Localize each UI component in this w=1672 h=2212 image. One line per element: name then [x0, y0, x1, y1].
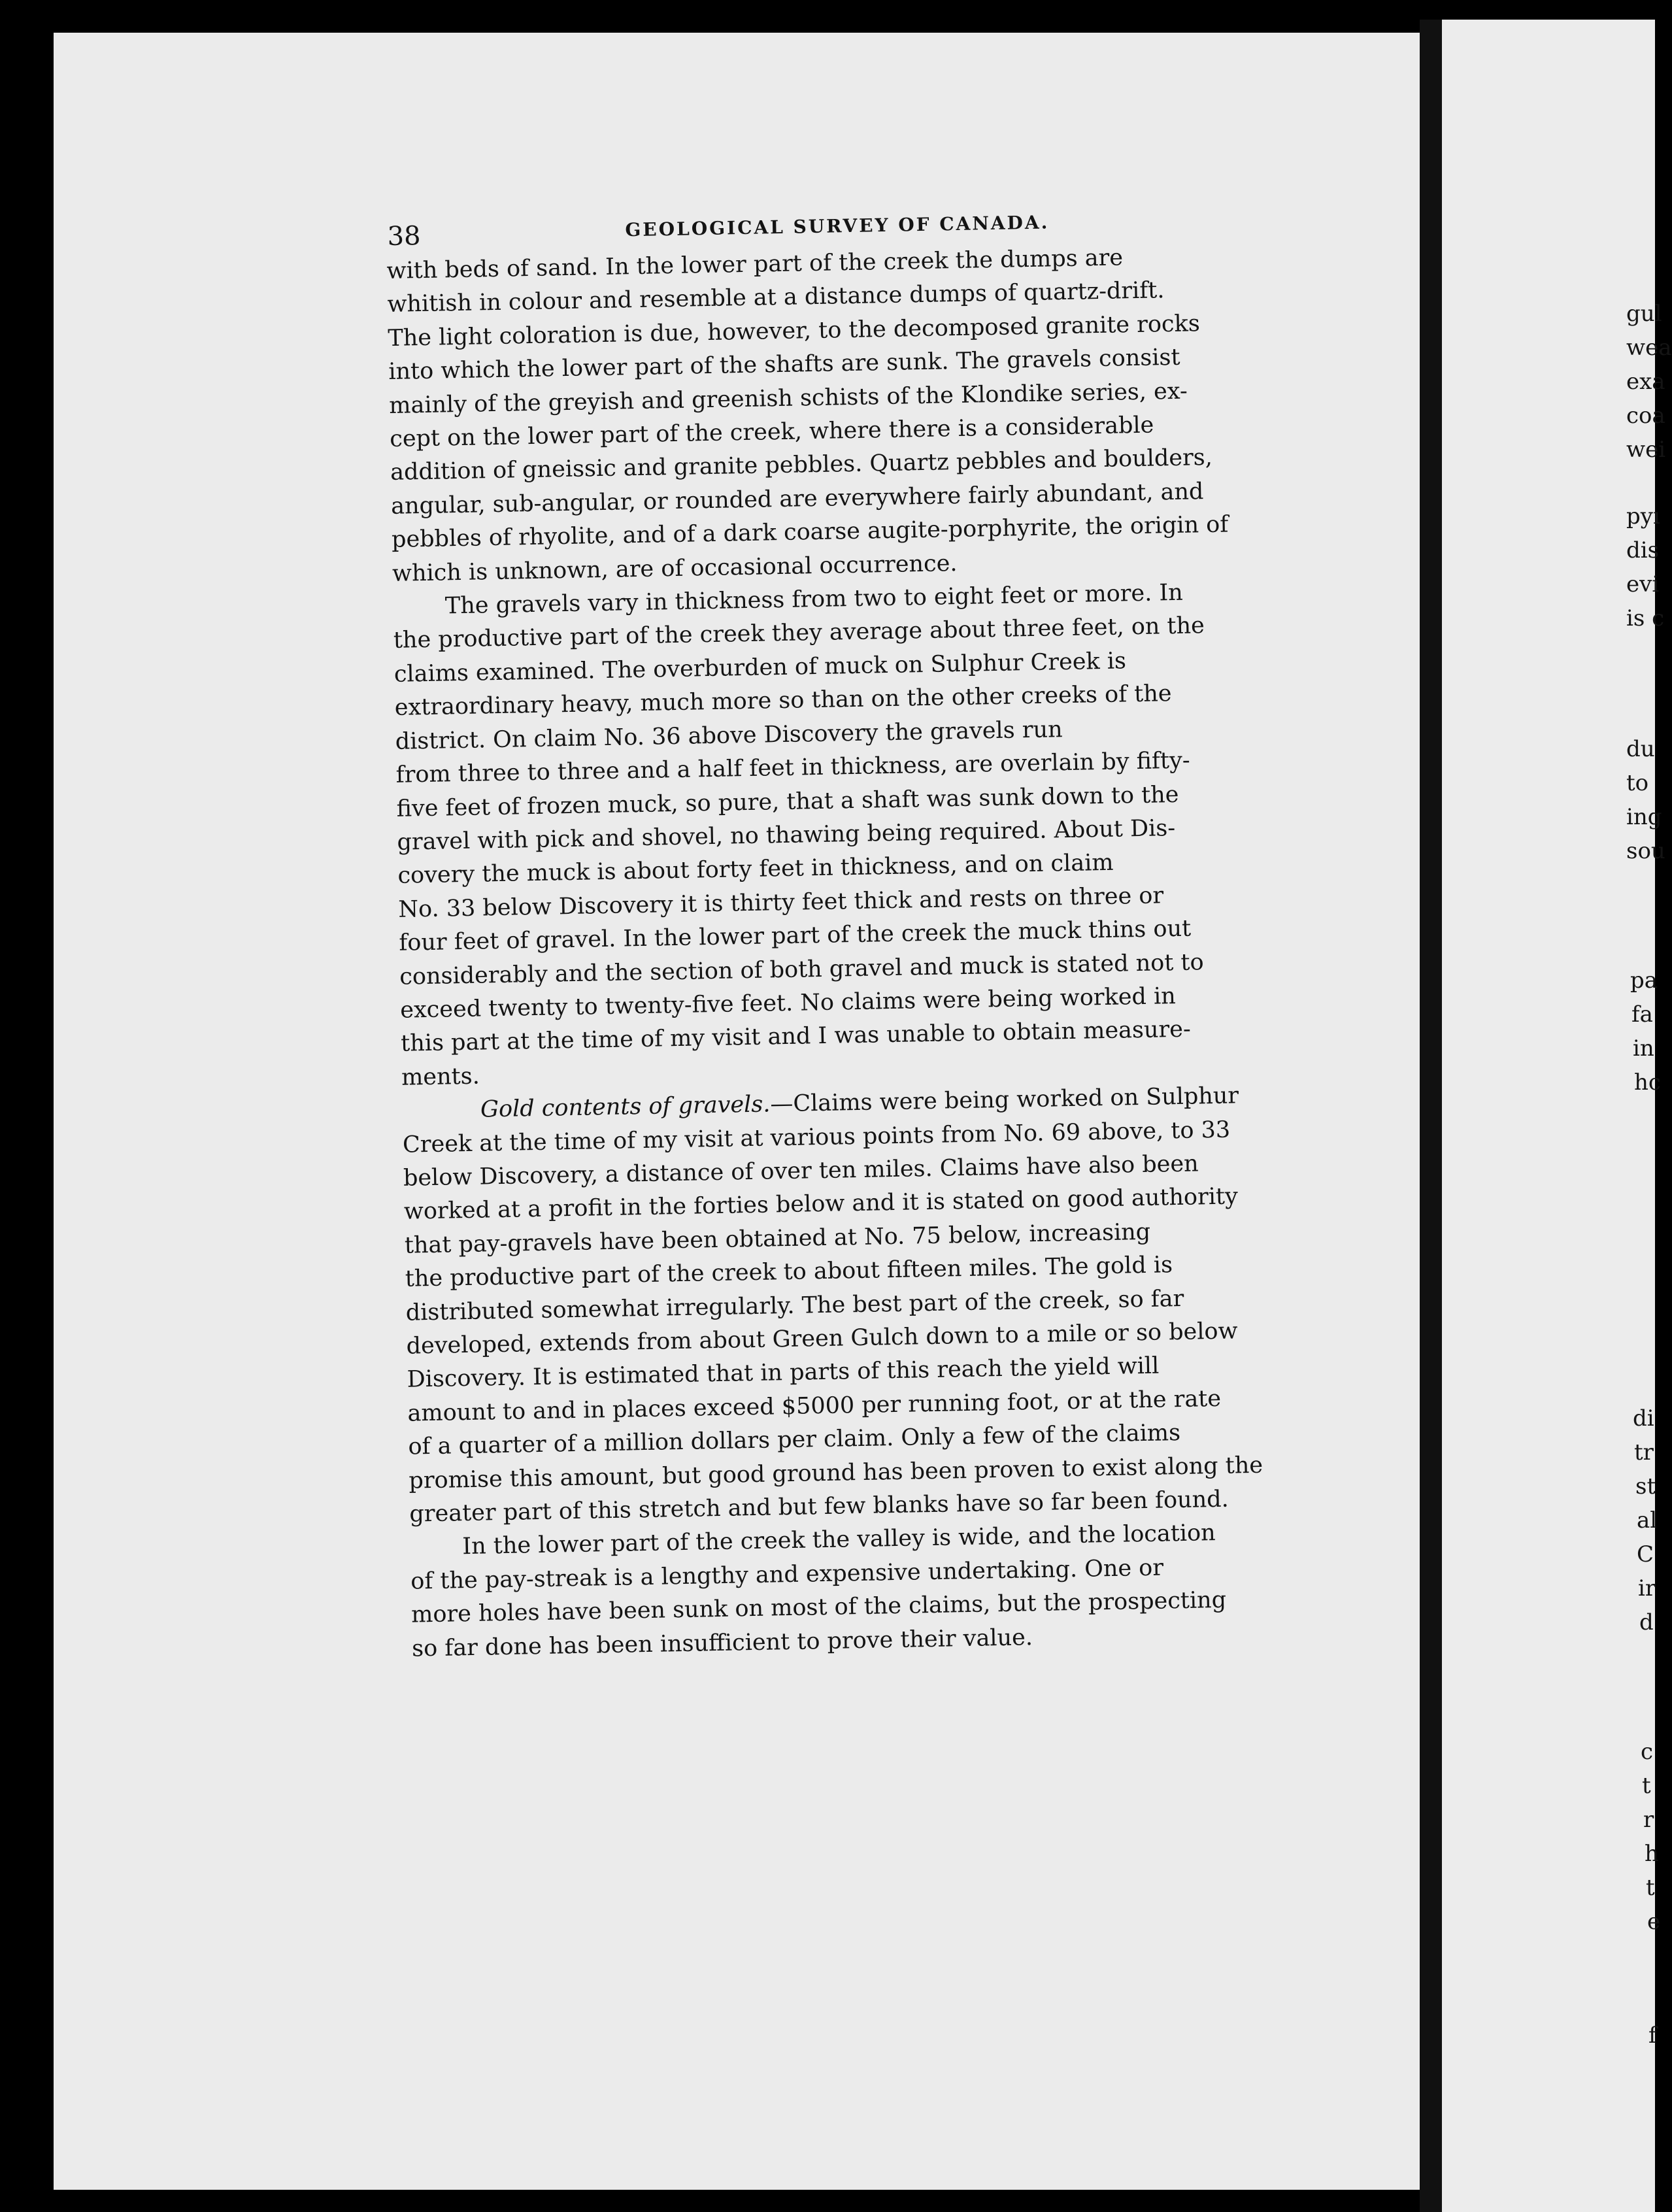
text-line: below Discovery, a distance of over ten miles. Claims have also been — [403, 1150, 1199, 1192]
text-line: of a quarter of a million dollars per claim. Only a few of the claims — [408, 1420, 1181, 1460]
facing-page-fragment: wea — [1626, 335, 1672, 361]
text-line: developed, extends from about Green Gulch down to a mile or so below — [406, 1318, 1238, 1360]
text-line: extraordinary heavy, much more so than on the other creeks of the — [394, 680, 1172, 722]
facing-page-fragment: al — [1637, 1507, 1658, 1533]
text-line: from three to three and a half feet in thickness, are overlain by fifty- — [395, 747, 1190, 788]
text-line: gravel with pick and shovel, no thawing being required. About Dis- — [397, 814, 1176, 856]
text-line: The light coloration is due, however, to the decomposed granite rocks — [388, 310, 1201, 352]
facing-page-fragment: pyı — [1626, 503, 1660, 529]
facing-page-fragment: tr — [1634, 1439, 1654, 1466]
text-line: which is unknown, are of occasional occurrence. — [392, 550, 958, 587]
text-line: this part at the time of my visit and I was unable to obtain measure- — [400, 1016, 1192, 1058]
text-line: angular, sub-angular, or rounded are everywhere fairly abundant, and — [390, 478, 1204, 520]
text-line: cept on the lower part of the creek, where there is a considerable — [389, 412, 1154, 452]
left-page-text — [386, 199, 1327, 1666]
text-line: district. On claim No. 36 above Discovery the gravels run — [395, 716, 1063, 755]
text-line: five feet of frozen muck, so pure, that a shaft was sunk down to the — [396, 781, 1179, 822]
facing-page-fragment: di — [1633, 1405, 1654, 1432]
facing-page-fragment: t — [1642, 1773, 1651, 1799]
text-line: ments. — [401, 1063, 480, 1091]
facing-page-fragment: ir — [1638, 1575, 1656, 1601]
body-text — [386, 238, 1327, 1666]
facing-page-fragment: dis — [1626, 537, 1660, 563]
text-line: In the lower part of the creek the valley is wide, and the location — [461, 1520, 1216, 1560]
facing-page-fragment: st — [1635, 1473, 1656, 1500]
facing-page-fragment: evi — [1626, 571, 1660, 597]
text-line: distributed somewhat irregularly. The best part of the creek, so far — [405, 1285, 1184, 1326]
text-line: Creek at the time of my visit at various points from No. 69 above, to 33 — [402, 1116, 1231, 1158]
text-line: amount to and in places exceed $5000 per running foot, or at the rate — [407, 1385, 1222, 1427]
facing-page-fragment: f — [1648, 2022, 1657, 2049]
text-line: exceed twenty to twenty-five feet. No claims were being worked in — [399, 982, 1177, 1024]
text-line: that pay-gravels have been obtained at No. 75 below, increasing — [404, 1218, 1151, 1259]
facing-page-fragment: pa — [1630, 967, 1658, 994]
text-line: considerably and the section of both gravel and muck is stated not to — [399, 948, 1204, 990]
text-line: more holes have been sunk on most of the claims, but the prospecting — [410, 1587, 1227, 1628]
text-line: claims examined. The overburden of muck on Sulphur Creek is — [393, 648, 1127, 688]
facing-page-fragment: ing — [1626, 804, 1662, 830]
facing-page-fragment: r — [1643, 1807, 1654, 1833]
facing-page-fragment: coa — [1626, 403, 1665, 429]
text-line: The gravels vary in thickness from two to eight feet or more. In — [444, 579, 1184, 620]
text-line: four feet of gravel. In the lower part of the creek the muck thins out — [399, 915, 1192, 956]
text-line: into which the lower part of the shafts are sunk. The gravels consist — [388, 344, 1180, 386]
text-line: mainly of the greyish and greenish schists of the Klondike series, ex- — [388, 378, 1188, 419]
facing-page-fragment: gul — [1626, 301, 1662, 327]
text-line: pebbles of rhyolite, and of a dark coarse augite-porphyrite, the origin of — [391, 511, 1229, 554]
text-line: Discovery. It is estimated that in parts of this reach the yield will — [407, 1353, 1160, 1394]
facing-page-fragment: C — [1637, 1541, 1654, 1567]
text-line: the productive part of the creek to about fifteen miles. The gold is — [405, 1252, 1173, 1292]
paragraph — [410, 1515, 1328, 1666]
facing-page-fragment: du — [1626, 736, 1655, 762]
text-line: No. 33 below Discovery it is thirty feet thick and rests on three or — [398, 882, 1164, 923]
page-header-title: GEOLOGICAL SURVEY OF CANADA. — [625, 211, 1050, 241]
section-heading: Gold contents of gravels. — [480, 1091, 771, 1123]
paragraph — [393, 574, 1317, 1095]
facing-page-fragment: fa — [1631, 1001, 1653, 1028]
facing-page-fragment: to — [1626, 770, 1649, 796]
text-line: whitish in colour and resemble at a distance dumps of quartz-drift. — [387, 277, 1165, 318]
paragraph — [402, 1078, 1325, 1532]
text-line: greater part of this stretch and but few blanks have so far been found. — [409, 1486, 1229, 1528]
facing-page-fragment: t — [1646, 1875, 1655, 1901]
right-page — [1442, 20, 1658, 2212]
facing-page-fragment: c — [1641, 1739, 1654, 1765]
book-gutter — [1420, 20, 1442, 2212]
text-line: covery the muck is about forty feet in thickness, and on claim — [397, 850, 1114, 890]
text-run: —Claims were being worked on Sulphur — [770, 1082, 1239, 1118]
text-line: of the pay-streak is a lengthy and expensive undertaking. One or — [410, 1554, 1164, 1595]
text-line: addition of gneissic and granite pebbles. Quartz pebbles and boulders, — [390, 444, 1213, 486]
facing-page-fragment: h — [1645, 1841, 1659, 1867]
text-line: so far done has been insufficient to prove their value. — [411, 1624, 1033, 1662]
facing-page-fragment: is c — [1626, 605, 1665, 631]
facing-page-fragment: e — [1647, 1909, 1661, 1935]
text-line: worked at a profit in the forties below and it is stated on good authority — [403, 1183, 1239, 1226]
facing-page-fragment: wei — [1626, 437, 1666, 463]
text-line: the productive part of the creek they average about three feet, on the — [393, 612, 1205, 654]
page-number: 38 — [387, 221, 421, 252]
facing-page-fragment: d — [1639, 1609, 1654, 1635]
paragraph — [386, 238, 1307, 591]
facing-page-fragment: hc — [1634, 1069, 1661, 1096]
facing-page-fragment: sou — [1626, 838, 1665, 864]
text-line: promise this amount, but good ground has been proven to exist along the — [409, 1452, 1263, 1494]
facing-page-fragment: in — [1633, 1035, 1654, 1062]
facing-page-fragment: exa — [1626, 369, 1665, 395]
text-line: with beds of sand. In the lower part of the creek the dumps are — [386, 244, 1124, 284]
